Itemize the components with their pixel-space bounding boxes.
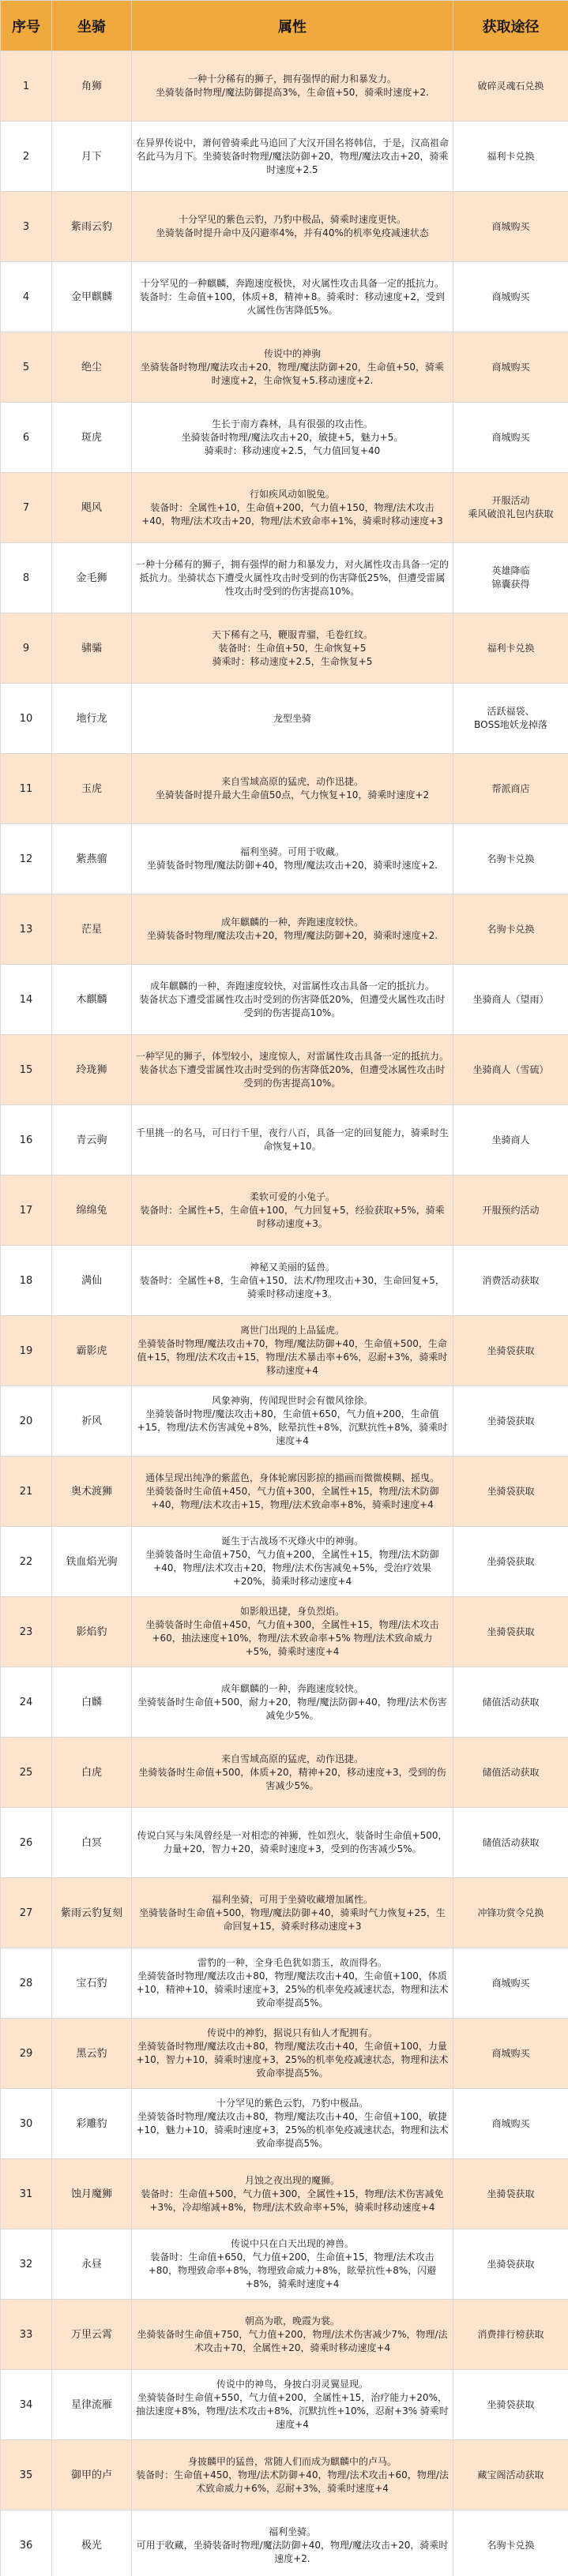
mount-name: 黑云豹 — [52, 2019, 132, 2089]
row-number: 4 — [1, 262, 52, 332]
mount-attributes: 成年麒麟的一种，奔跑速度较快。 坐骑装备时生命值+500，耐力+20，物理/魔法防御+40，物理/法术伤害减免少5%。 — [132, 1667, 453, 1738]
mount-attributes: 行如疾风动如脱兔。 装备时：全属性+10，生命值+200，气力值+150，物理/法术攻击+40，物理/法术攻击+20，物理/法术致命率+1%，骑乘时移动速度+3 — [132, 473, 453, 543]
table-row — [1, 1457, 568, 1527]
acquisition-source: 商城购买 — [453, 403, 568, 473]
mount-attributes: 十分罕见的一种麒麟，奔跑速度极快，对火属性攻击具备一定的抵抗力。 装备时：生命值+100，体质+8，精神+8。骑乘时：移动速度+2，受到火属性伤害降低5%。 — [132, 262, 453, 332]
header-attr: 属性 — [132, 1, 453, 51]
acquisition-source: 开服预约活动 — [453, 1176, 568, 1246]
row-number: 16 — [1, 1105, 52, 1176]
mount-attributes: 如影般迅捷，身负烈焰。 坐骑装备时生命值+450，气力值+300，全属性+15，物理/法术攻击+60，抽法速度+10%，物理/法术致命率+5% 物理/法术致命威力+5%，骑乘时速度+4 — [132, 1597, 453, 1667]
mount-attributes: 雷豹的一种，全身毛色犹如翡玉，故而得名。 坐骑装备时物理/魔法攻击+80，物理/魔法攻击+40，生命值+100，体质+10，精神+10，骑乘时速度+3，25%的机率免疫减速状态，物理和法术致命率提高5%。 — [132, 1948, 453, 2019]
mount-attributes: 成年麒麟的一种，奔跑速度较快。 坐骑装备时物理/魔法攻击+20，物理/魔法防御+20，骑乘时速度+2. — [132, 894, 453, 965]
acquisition-source: 坐骑袋获取 — [453, 1316, 568, 1386]
mount-name: 白虎 — [52, 1738, 132, 1808]
row-number: 28 — [1, 1948, 52, 2019]
mount-name: 绝尘 — [52, 332, 132, 403]
table-row — [1, 262, 568, 332]
acquisition-source: 帮派商店 — [453, 754, 568, 824]
acquisition-source: 坐骑袋获取 — [453, 2159, 568, 2229]
row-number: 3 — [1, 192, 52, 262]
mount-name: 永昼 — [52, 2229, 132, 2300]
header-mount: 坐骑 — [52, 1, 132, 51]
table-row — [1, 473, 568, 543]
acquisition-source: 商城购买 — [453, 2089, 568, 2159]
acquisition-source: 名驹卡兑换 — [453, 824, 568, 894]
mount-attributes: 来自雪域高原的猛虎，动作迅捷。 坐骑装备时提升最大生命值50点，气力恢复+10，骑乘时速度+2 — [132, 754, 453, 824]
table-row — [1, 1176, 568, 1246]
row-number: 5 — [1, 332, 52, 403]
mount-attributes: 十分罕见的紫色云豹，乃豹中极品。 坐骑装备时物理/魔法攻击+80，物理/魔法攻击+40，生命值+100，敏捷+10，魅力+10，骑乘时速度+3，25%的机率免疫减速状态，物理和法术致命率提高5%。 — [132, 2089, 453, 2159]
table-row — [1, 1316, 568, 1386]
table-row — [1, 1597, 568, 1667]
row-number: 26 — [1, 1808, 52, 1878]
mount-name: 玉虎 — [52, 754, 132, 824]
row-number: 7 — [1, 473, 52, 543]
mount-attributes: 天下稀有之马，鞭服青骝，毛卷红纹。 装备时：生命值+50，生命恢复+5 骑乘时：移动速度+2.5，生命恢复+5 — [132, 613, 453, 684]
table-row — [1, 1035, 568, 1105]
acquisition-source: 开服活动 乘风破浪礼包内获取 — [453, 473, 568, 543]
mount-name: 地行龙 — [52, 684, 132, 754]
mount-attributes: 一种十分稀有的狮子，拥有强悍的耐力和暴发力，对火属性攻击具备一定的抵抗力。坐骑状态下遭受火属性攻击时受到的伤害降低25%，但遭受雷属性攻击时受到的伤害提高10%。 — [132, 543, 453, 613]
table-row — [1, 824, 568, 894]
acquisition-source: 坐骑袋获取 — [453, 1457, 568, 1527]
table-row — [1, 122, 568, 192]
acquisition-source: 储值活动获取 — [453, 1808, 568, 1878]
mount-attributes: 福利坐骑。 可用于收藏，坐骑装备时物理/魔法防御+40，物理/魔法攻击+20，骑乘时速度+2. — [132, 2510, 453, 2576]
acquisition-source: 商城购买 — [453, 332, 568, 403]
acquisition-source: 冲锋功赏令兑换 — [453, 1878, 568, 1948]
table-row — [1, 2019, 568, 2089]
table-row — [1, 2229, 568, 2300]
table-row — [1, 51, 568, 122]
acquisition-source: 福利卡兑换 — [453, 613, 568, 684]
mount-attributes: 诞生于古战场不灭烽火中的神驹。 坐骑装备时生命值+750，气力值+200，全属性+15，物理/法术防御+40，物理/法术攻击+20，物理/法术伤害减免+5%，受治疗效果+20%，骑乘时移动速度+4 — [132, 1527, 453, 1597]
table-row — [1, 1667, 568, 1738]
row-number: 6 — [1, 403, 52, 473]
table-row — [1, 1527, 568, 1597]
mount-attributes: 来自雪域高原的猛虎，动作迅捷。 坐骑装备时生命值+500，体质+20，精神+20，移动速度+3，受到的伤害减少5%。 — [132, 1738, 453, 1808]
mount-name: 茫星 — [52, 894, 132, 965]
row-number: 30 — [1, 2089, 52, 2159]
row-number: 11 — [1, 754, 52, 824]
table-row — [1, 2159, 568, 2229]
table-header-row — [1, 1, 568, 51]
acquisition-source: 消费活动获取 — [453, 1246, 568, 1316]
table-row — [1, 684, 568, 754]
mount-name: 玲珑狮 — [52, 1035, 132, 1105]
acquisition-source: 名驹卡兑换 — [453, 2510, 568, 2576]
mount-attributes: 神秘又美丽的猛兽。 装备时：全属性+8，生命值+150，法术/物理攻击+30，生命回复+5，骑乘时移动速度+3。 — [132, 1246, 453, 1316]
mount-attributes: 千里挑一的名马，可日行千里，夜行八百，具备一定的回复能力，骑乘时生命恢复+10。 — [132, 1105, 453, 1176]
mount-name: 铁血焰光驹 — [52, 1527, 132, 1597]
acquisition-source: 坐骑商人 — [453, 1105, 568, 1176]
acquisition-source: 坐骑袋获取 — [453, 2370, 568, 2440]
table-row — [1, 1105, 568, 1176]
mount-attributes: 龙型坐骑 — [132, 684, 453, 754]
mount-attributes: 在异界传说中，萧何曾骑乘此马追回了大汉开国名将韩信，于是，汉高祖命名此马为月下。坐骑装备时物理/魔法防御+20，物理/魔法攻击+20，骑乘时速度+2.5 — [132, 122, 453, 192]
row-number: 21 — [1, 1457, 52, 1527]
mount-attributes: 月蚀之夜出现的魔狮。 装备时：生命值+500，气力值+300，全属性+15，物理/法术伤害减免+3%，冷却缩减+8%，物理/法术致命率+5%，骑乘时移动速度+4 — [132, 2159, 453, 2229]
mount-name: 白冥 — [52, 1808, 132, 1878]
mount-name: 月下 — [52, 122, 132, 192]
mount-name: 骕骦 — [52, 613, 132, 684]
row-number: 33 — [1, 2300, 52, 2370]
row-number: 31 — [1, 2159, 52, 2229]
row-number: 27 — [1, 1878, 52, 1948]
header-source: 获取途径 — [453, 1, 568, 51]
acquisition-source: 名驹卡兑换 — [453, 894, 568, 965]
mount-name: 宝石豹 — [52, 1948, 132, 2019]
mount-name: 影焰豹 — [52, 1597, 132, 1667]
row-number: 34 — [1, 2370, 52, 2440]
row-number: 19 — [1, 1316, 52, 1386]
mount-attributes: 一种十分稀有的狮子，拥有强悍的耐力和暴发力。 坐骑装备时物理/魔法防御提高3%，生命值+50，骑乘时速度+2. — [132, 51, 453, 122]
mount-name: 紫雨云豹复刻 — [52, 1878, 132, 1948]
mount-attributes: 通体呈现出纯净的紫蓝色，身体轮廓因影掠的描画而微微模糊、摇曳。 坐骑装备时生命值+450，气力值+300，全属性+15，物理/法术防御+40，物理/法术攻击+15，物理/法术致命率+8%，骑乘时速度+4 — [132, 1457, 453, 1527]
acquisition-source: 坐骑袋获取 — [453, 1597, 568, 1667]
acquisition-source: 英雄降临 锦囊获得 — [453, 543, 568, 613]
row-number: 29 — [1, 2019, 52, 2089]
mount-name: 万里云霄 — [52, 2300, 132, 2370]
acquisition-source: 商城购买 — [453, 192, 568, 262]
acquisition-source: 福利卡兑换 — [453, 122, 568, 192]
mount-name: 御甲的卢 — [52, 2440, 132, 2510]
row-number: 36 — [1, 2510, 52, 2576]
mount-name: 彩雕豹 — [52, 2089, 132, 2159]
table-row — [1, 1948, 568, 2019]
row-number: 32 — [1, 2229, 52, 2300]
mount-name: 紫雨云豹 — [52, 192, 132, 262]
table-row — [1, 965, 568, 1035]
table-row — [1, 1808, 568, 1878]
mount-attributes: 生长于南方森林，具有很强的攻击性。 坐骑装备时物理/魔法攻击+20，敏捷+5，魅力+5。 骑乘时：移动速度+2.5，气力值回复+40 — [132, 403, 453, 473]
mount-name: 蚀月魔狮 — [52, 2159, 132, 2229]
mount-name: 极光 — [52, 2510, 132, 2576]
acquisition-source: 储值活动获取 — [453, 1667, 568, 1738]
row-number: 10 — [1, 684, 52, 754]
row-number: 8 — [1, 543, 52, 613]
mount-name: 飓风 — [52, 473, 132, 543]
mount-attributes: 离世门出现的上品猛虎。 坐骑装备时物理/魔法攻击+70，物理/魔法防御+40，生命值+500，生命值+15，物理/法术攻击+15，物理/法术暴击率+6%，忍耐+3%，骑乘时移动速度+4 — [132, 1316, 453, 1386]
mount-attributes: 朝高为歌，晚霞为裳。 坐骑装备时生命值+750，气力值+200，物理/法术伤害减少7%，物理/法术攻击+70，全属性+20，骑乘时移动速度+4 — [132, 2300, 453, 2370]
mount-attributes: 成年麒麟的一种，奔跑速度较快，对雷属性攻击具备一定的抵抗力。 装备状态下遭受雷属性攻击时受到的伤害降低20%，但遭受火属性攻击时受到的伤害提高10%。 — [132, 965, 453, 1035]
mount-name: 木麒麟 — [52, 965, 132, 1035]
mount-name: 满仙 — [52, 1246, 132, 1316]
mount-attributes: 柔软可爱的小兔子。 装备时：全属性+5，生命值+100，气力回复+5，经验获取+5%，骑乘时移动速度+3。 — [132, 1176, 453, 1246]
mount-attributes: 一种罕见的狮子，体型较小，速度惊人，对雷属性攻击具备一定的抵抗力。 装备状态下遭受雷属性攻击时受到的伤害降低20%，但遭受冰属性攻击时受到的伤害提高10%。 — [132, 1035, 453, 1105]
table-row — [1, 1386, 568, 1457]
mount-attributes: 传说中的神驹 坐骑装备时物理/魔法攻击+20，物理/魔法防御+20，生命值+50，骑乘时速度+2，生命恢复+5.移动速度+2. — [132, 332, 453, 403]
mount-name: 奥术渡狮 — [52, 1457, 132, 1527]
table-row — [1, 1878, 568, 1948]
acquisition-source: 活跃福袋、 BOSS地妖龙掉落 — [453, 684, 568, 754]
acquisition-source: 坐骑袋获取 — [453, 1527, 568, 1597]
row-number: 17 — [1, 1176, 52, 1246]
mount-name: 星律流雁 — [52, 2370, 132, 2440]
table-row — [1, 543, 568, 613]
row-number: 23 — [1, 1597, 52, 1667]
mount-attributes: 十分罕见的紫色云豹，乃豹中极品，骑乘时速度更快。 坐骑装备时提升命中及闪避率4%，并有40%的机率免疫减速状态 — [132, 192, 453, 262]
mount-name: 白麟 — [52, 1667, 132, 1738]
acquisition-source: 消费排行榜获取 — [453, 2300, 568, 2370]
row-number: 2 — [1, 122, 52, 192]
row-number: 15 — [1, 1035, 52, 1105]
header-num: 序号 — [1, 1, 52, 51]
mount-name: 金毛狮 — [52, 543, 132, 613]
mount-name: 斑虎 — [52, 403, 132, 473]
row-number: 22 — [1, 1527, 52, 1597]
table-row — [1, 2440, 568, 2510]
mount-attributes: 传说中的神豹，据说只有仙人才配拥有。 坐骑装备时物理/魔法攻击+80，物理/魔法攻击+40，生命值+100，力量+10，智力+10，骑乘时速度+3，25%的机率免疫减速状态，物理和法术致命率提高5%。 — [132, 2019, 453, 2089]
mount-name: 金甲麒麟 — [52, 262, 132, 332]
table-row — [1, 2300, 568, 2370]
acquisition-source: 商城购买 — [453, 2019, 568, 2089]
acquisition-source: 商城购买 — [453, 1948, 568, 2019]
acquisition-source: 坐骑袋获取 — [453, 2229, 568, 2300]
mount-name: 青云驹 — [52, 1105, 132, 1176]
row-number: 1 — [1, 51, 52, 122]
acquisition-source: 储值活动获取 — [453, 1738, 568, 1808]
mount-attributes: 福利坐骑。可用于收藏。 坐骑装备时物理/魔法防御+40，物理/魔法攻击+20，骑乘时速度+2. — [132, 824, 453, 894]
table-row — [1, 2510, 568, 2576]
row-number: 25 — [1, 1738, 52, 1808]
acquisition-source: 破碎灵魂石兑换 — [453, 51, 568, 122]
table-row — [1, 613, 568, 684]
acquisition-source: 坐骑袋获取 — [453, 1386, 568, 1457]
mount-attributes: 身披麟甲的猛兽，常随人们而成为麒麟中的卢马。 装备时：生命值+450，物理/法术防御+40，物理/法术攻击+60，物理/法术致命威力+6%，忍耐+3%，骑乘时速度+4 — [132, 2440, 453, 2510]
row-number: 12 — [1, 824, 52, 894]
table-row — [1, 1738, 568, 1808]
row-number: 9 — [1, 613, 52, 684]
acquisition-source: 坐骑商人（望雨） — [453, 965, 568, 1035]
acquisition-source: 商城购买 — [453, 262, 568, 332]
table-row — [1, 894, 568, 965]
table-row — [1, 332, 568, 403]
table-row — [1, 2089, 568, 2159]
mount-attributes: 风象神驹，传闻现世时会有微风徐徐。 坐骑装备时物理/魔法攻击+80，生命值+650，气力值+200，生命值+15，物理/法术伤害减免+8%，眩晕抗性+8%，沉默抗性+8%，骑乘时速度+4 — [132, 1386, 453, 1457]
row-number: 18 — [1, 1246, 52, 1316]
row-number: 35 — [1, 2440, 52, 2510]
mount-name: 霸影虎 — [52, 1316, 132, 1386]
table-row — [1, 403, 568, 473]
mount-attributes: 传说白冥与朱凤曾经是一对相恋的神狮，性如烈火，装备时生命值+500，力量+20，智力+20，骑乘时速度+3，受到的伤害减少5%。 — [132, 1808, 453, 1878]
acquisition-source: 坐骑商人（雪硫） — [453, 1035, 568, 1105]
table-body — [1, 51, 568, 2576]
table-row — [1, 192, 568, 262]
mount-name: 角狮 — [52, 51, 132, 122]
mount-attributes: 福利坐骑，可用于坐骑收藏增加属性。 坐骑装备时生命值+500，物理/魔法防御+40，骑乘时气力恢复+25，生命回复+15，骑乘时移动速度+3 — [132, 1878, 453, 1948]
table-row — [1, 2370, 568, 2440]
acquisition-source: 藏宝阁活动获取 — [453, 2440, 568, 2510]
mount-name: 祈风 — [52, 1386, 132, 1457]
row-number: 14 — [1, 965, 52, 1035]
table-row — [1, 754, 568, 824]
row-number: 13 — [1, 894, 52, 965]
mount-name: 紫燕骝 — [52, 824, 132, 894]
mount-attributes: 传说中的神鸟，身披白羽灵翼显现。 坐骑装备时生命值+550，气力值+200，全属性+15，治疗能力+20%，抽法速度+8%，物理/法术攻击+8%，沉默抗性+10%，忍耐+3% 骑乘时速度+4 — [132, 2370, 453, 2440]
table-row — [1, 1246, 568, 1316]
mount-name: 绵绵兔 — [52, 1176, 132, 1246]
row-number: 24 — [1, 1667, 52, 1738]
row-number: 20 — [1, 1386, 52, 1457]
mount-attributes: 传说中只在白天出现的神兽。 装备时：生命值+650，气力值+200，生命值+15，物理/法术攻击+80，物理致命率+8%，物理致命威力+8%，眩晕抗性+8%，闪避+8%，骑乘时速度+4 — [132, 2229, 453, 2300]
